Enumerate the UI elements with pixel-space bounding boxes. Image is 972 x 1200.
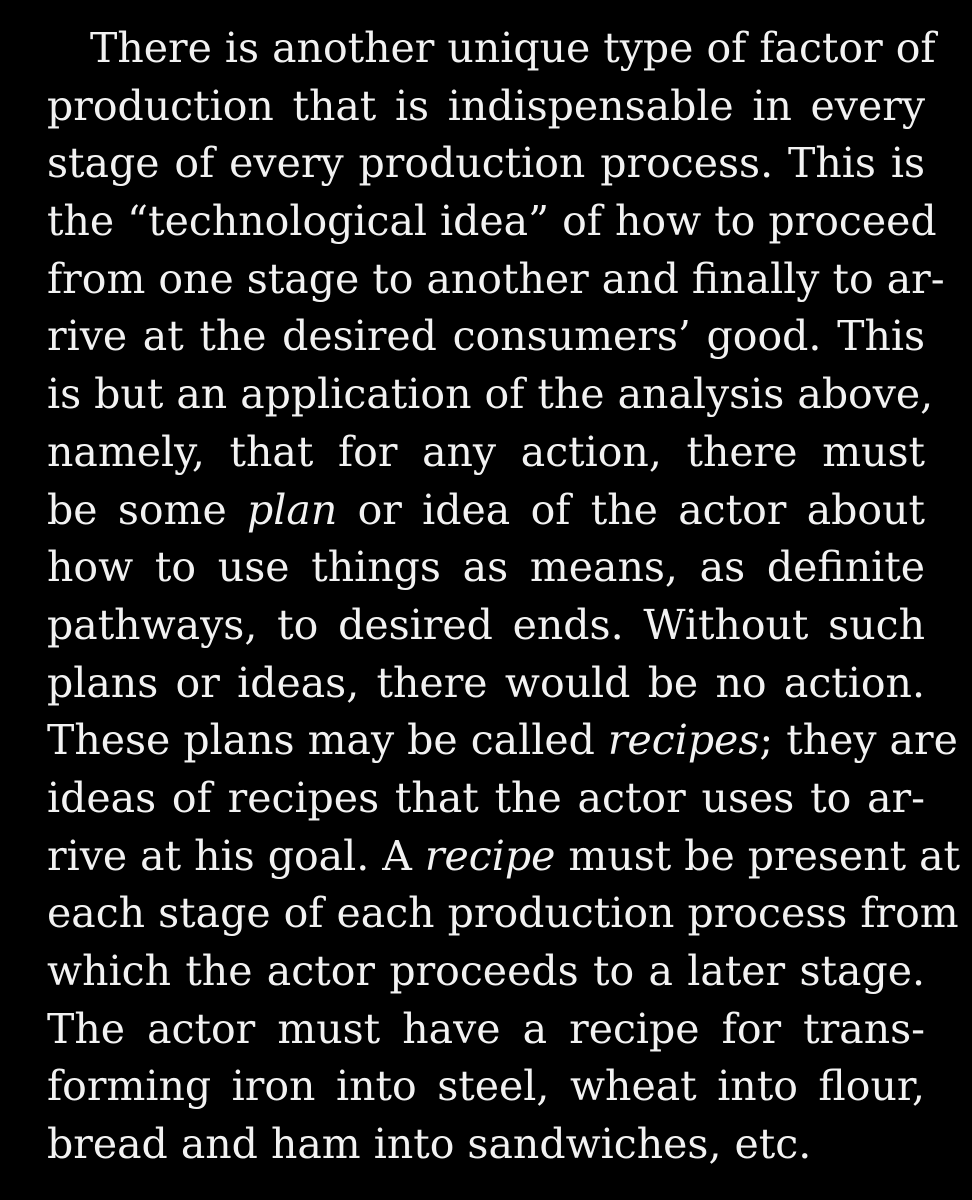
text-line [47, 424, 925, 482]
italic-text: plan [247, 485, 338, 534]
italic-text: recipes [607, 716, 760, 765]
text-segment: stage of every production process. This is [47, 139, 925, 188]
italic-text: recipe [424, 831, 556, 880]
text-segment: rive at his goal. A [47, 831, 425, 880]
text-segment: There is another unique type of factor of [90, 24, 936, 72]
text-line [47, 828, 961, 886]
text-line [47, 78, 925, 136]
text-segment: plans or ideas, there would be no action. [47, 658, 925, 707]
text-line [47, 308, 925, 366]
text-segment: ; they are [759, 716, 958, 765]
text-line [47, 1001, 925, 1059]
text-segment: namely, that for any action, there must [47, 427, 925, 476]
body-paragraph [47, 20, 961, 1174]
text-segment: be some [47, 485, 248, 534]
text-line [47, 655, 925, 713]
text-line [47, 135, 925, 193]
text-line [47, 482, 925, 540]
text-segment: bread and ham into sandwiches, etc. [47, 1120, 812, 1169]
text-segment: or idea of the actor about [337, 485, 925, 534]
text-line [47, 712, 958, 770]
text-line [47, 1116, 925, 1174]
text-segment: The actor must have a recipe for trans- [47, 1004, 925, 1053]
text-line [47, 943, 925, 1001]
text-segment: is but an application of the analysis above, [47, 370, 934, 419]
text-line [47, 193, 937, 251]
text-segment: each stage of each production process from [47, 889, 959, 938]
text-segment: must be present at [555, 831, 961, 880]
text-segment: pathways, to desired ends. Without such [47, 600, 925, 649]
text-segment: rive at the desired consumers’ good. This [47, 312, 925, 361]
text-line [47, 770, 925, 828]
text-segment: These plans may be called [47, 716, 608, 765]
text-segment: forming iron into steel, wheat into flour, [47, 1062, 925, 1111]
text-segment: which the actor proceeds to a later stage. [47, 947, 925, 995]
text-line [47, 885, 959, 943]
text-line [47, 20, 936, 78]
text-line [47, 539, 925, 597]
text-segment: production that is indispensable in every [47, 81, 925, 130]
text-segment: ideas of recipes that the actor uses to ar- [47, 773, 925, 822]
text-segment: from one stage to another and finally to ar- [47, 254, 945, 303]
text-line [47, 597, 925, 655]
text-line [47, 366, 934, 424]
text-line [47, 251, 945, 309]
text-segment: the “technological idea” of how to proceed [47, 197, 937, 246]
text-segment: how to use things as means, as definite [47, 543, 925, 592]
text-line [47, 1058, 925, 1116]
